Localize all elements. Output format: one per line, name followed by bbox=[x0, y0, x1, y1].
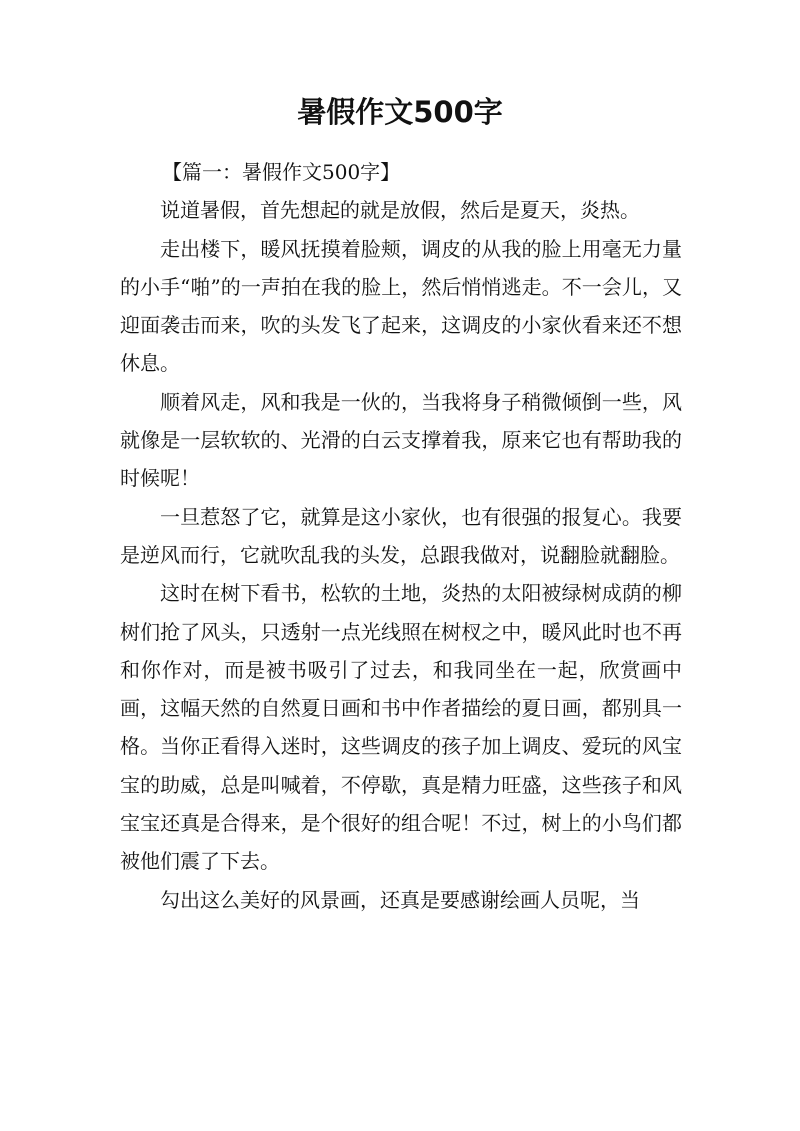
paragraph: 说道暑假，首先想起的就是放假，然后是夏天，炎热。 bbox=[160, 198, 640, 223]
paragraph: 一旦惹怒了它，就算是这小家伙，也有很强的报复心。我要是逆风而行，它就吹乱我的头发，总跟我做对，说翻脸就翻脸。 bbox=[120, 504, 682, 567]
paragraph: 走出楼下，暖风抚摸着脸颊，调皮的从我的脸上用毫无力量的小手“啪”的一声拍在我的脸上，然后悄悄逃走。不一会儿，又迎面袭击而来，吹的头发飞了起来，这调皮的小家伙看来还不想休息。 bbox=[120, 236, 682, 376]
paragraph: 顺着风走，风和我是一伙的，当我将身子稍微倾倒一些，风就像是一层软软的、光滑的白云支撑着我，原来它也有帮助我的时候呢！ bbox=[120, 389, 682, 491]
paragraph: 勾出这么美好的风景画，还真是要感谢绘画人员呢，当 bbox=[160, 887, 640, 912]
article-body bbox=[120, 153, 682, 919]
paragraph: 这时在树下看书，松软的土地，炎热的太阳被绿树成荫的柳树们抢了风头，只透射一点光线照在树杈之中，暖风此时也不再和你作对，而是被书吸引了过去，和我同坐在一起，欣赏画中画，这幅天然的自然夏日画和书中作者描绘的夏日画，都别具一格。当你正看得入迷时，这些调皮的孩子加上调皮、爱玩的风宝宝的助威，总是叫喊着，不停歇，真是精力旺盛，这些孩子和风宝宝还真是合得来，是个很好的组合呢！不过，树上的小鸟们都被他们震了下去。 bbox=[120, 581, 682, 874]
section-heading: 【篇一：暑假作文500字】 bbox=[162, 160, 401, 184]
page-title: 暑假作文500字 bbox=[297, 95, 503, 129]
